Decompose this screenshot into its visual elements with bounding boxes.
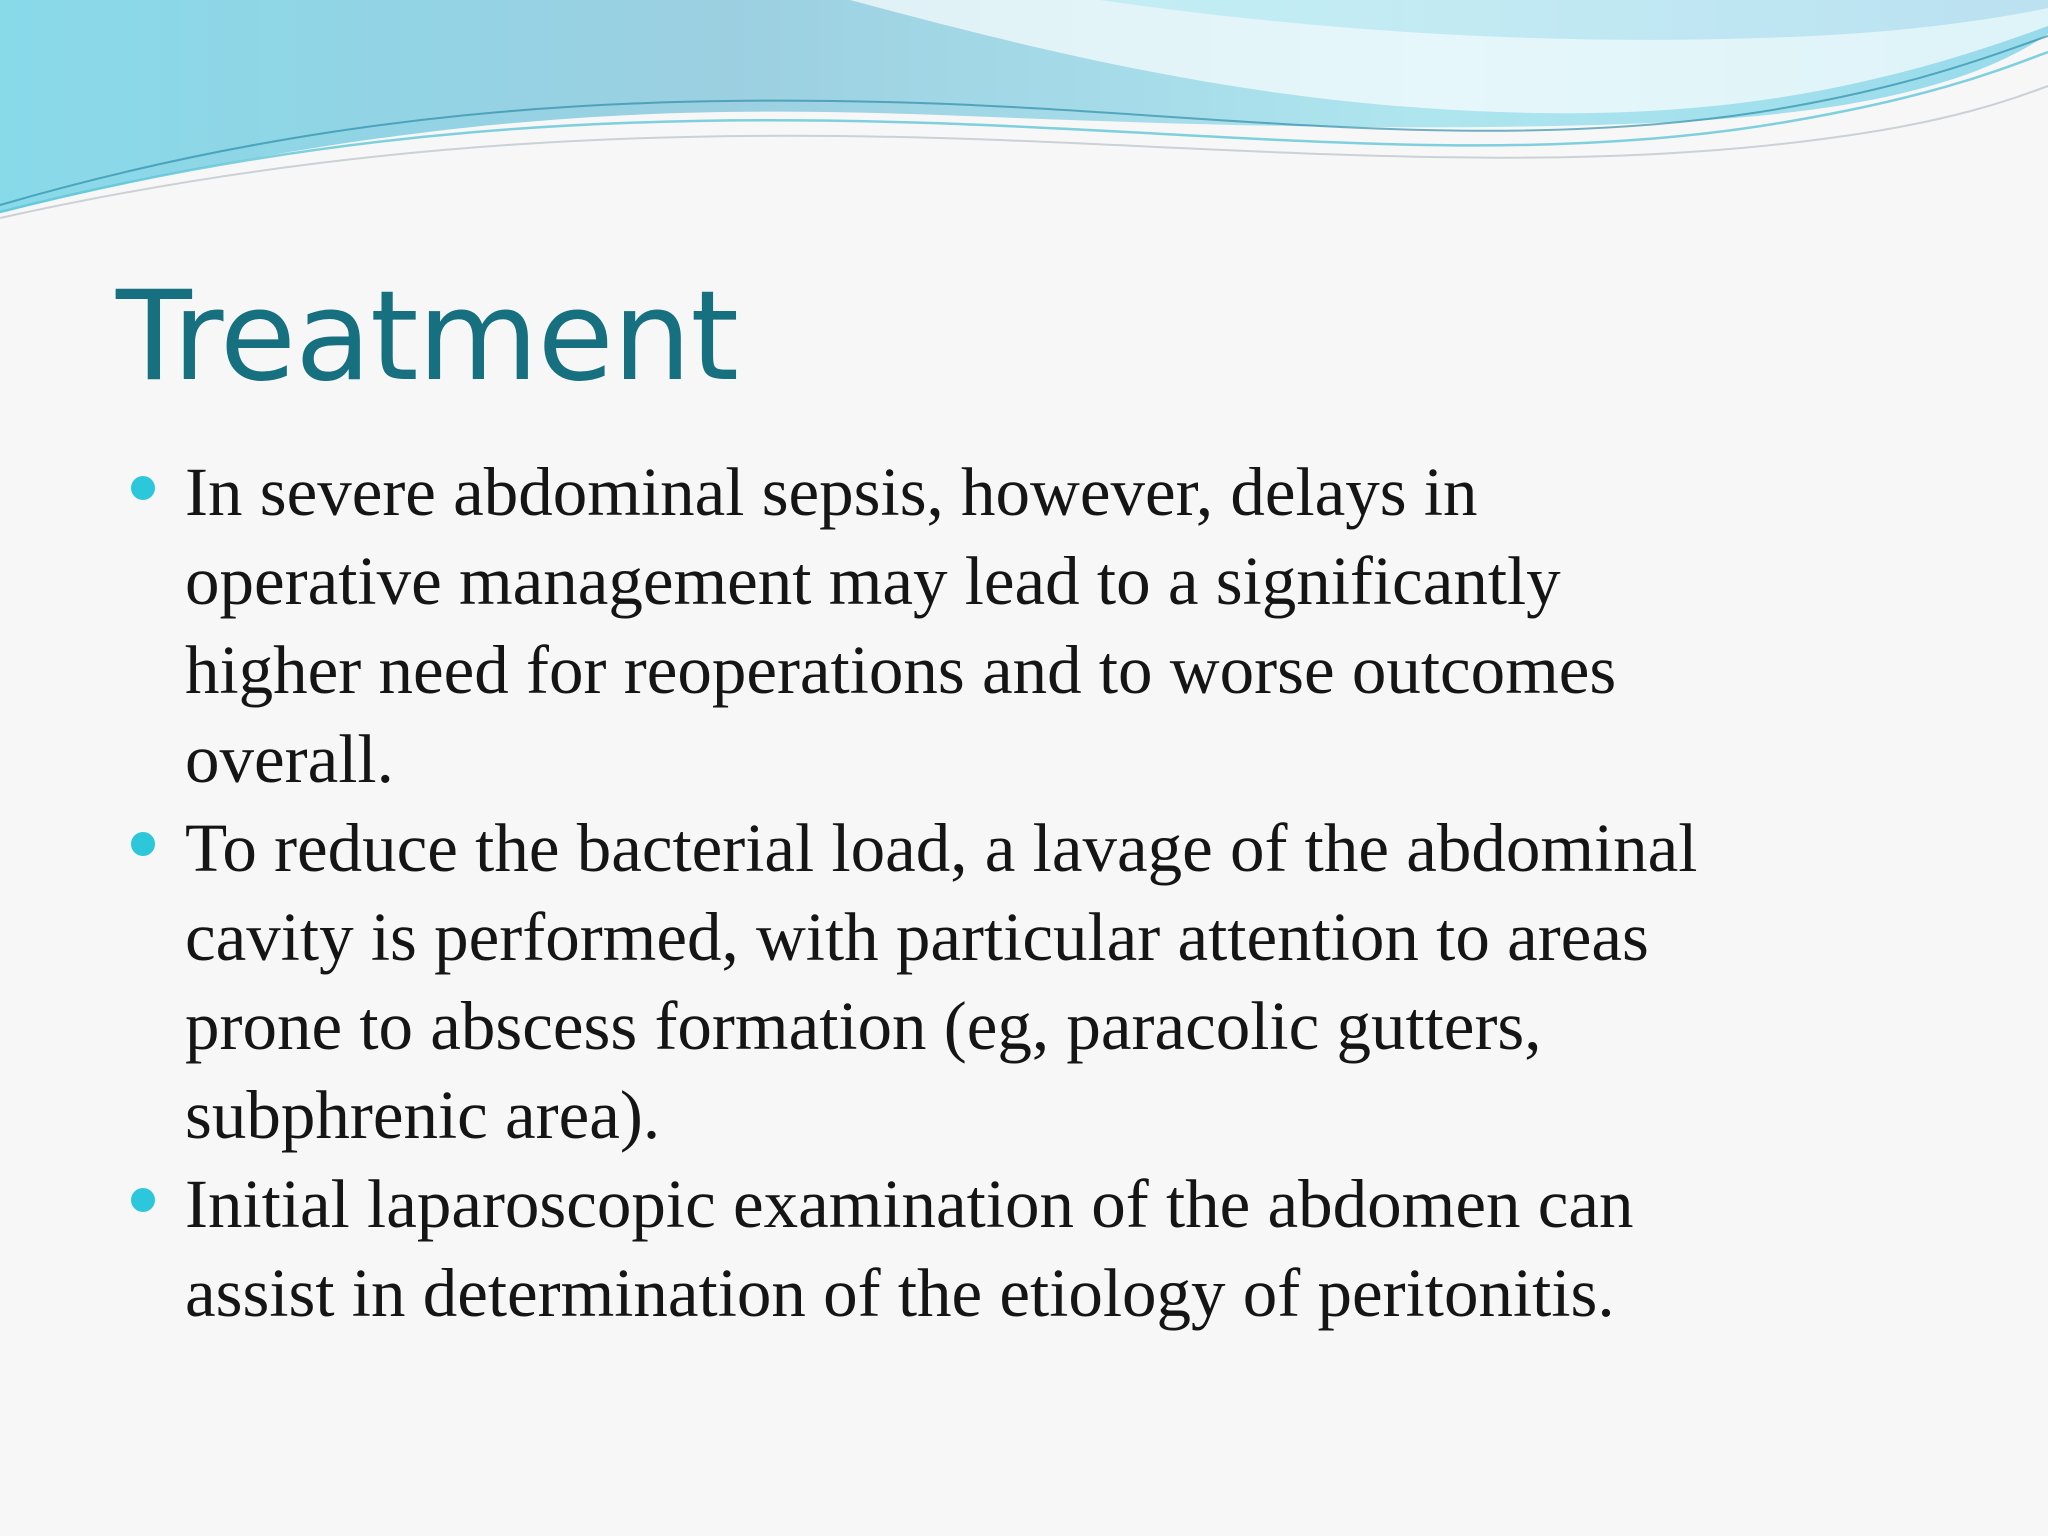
bullet-list — [0, 448, 2000, 1338]
bullet-text-2: To reduce the bacterial load, a lavage of the abdominal cavity is performed, with particular attention to areas prone to abscess formation (eg, paracolic gutters, subphrenic area). — [185, 810, 1698, 1153]
bullet-item-2 — [0, 804, 1925, 1160]
bullet-dot-icon — [131, 1188, 155, 1212]
bullet-text-3: Initial laparoscopic examination of the abdomen can assist in determination of the etiology of peritonitis. — [185, 1166, 1634, 1331]
slide-title: Treatment — [116, 265, 738, 409]
header-wave-decoration — [0, 0, 2048, 240]
bullet-item-3 — [0, 1160, 1925, 1338]
bullet-text-1: In severe abdominal sepsis, however, delays in operative management may lead to a significantly higher need for reoperations and to worse outcomes overall. — [185, 454, 1617, 797]
bullet-dot-icon — [131, 832, 155, 856]
bullet-dot-icon — [131, 476, 155, 500]
bullet-item-1 — [0, 448, 1925, 804]
